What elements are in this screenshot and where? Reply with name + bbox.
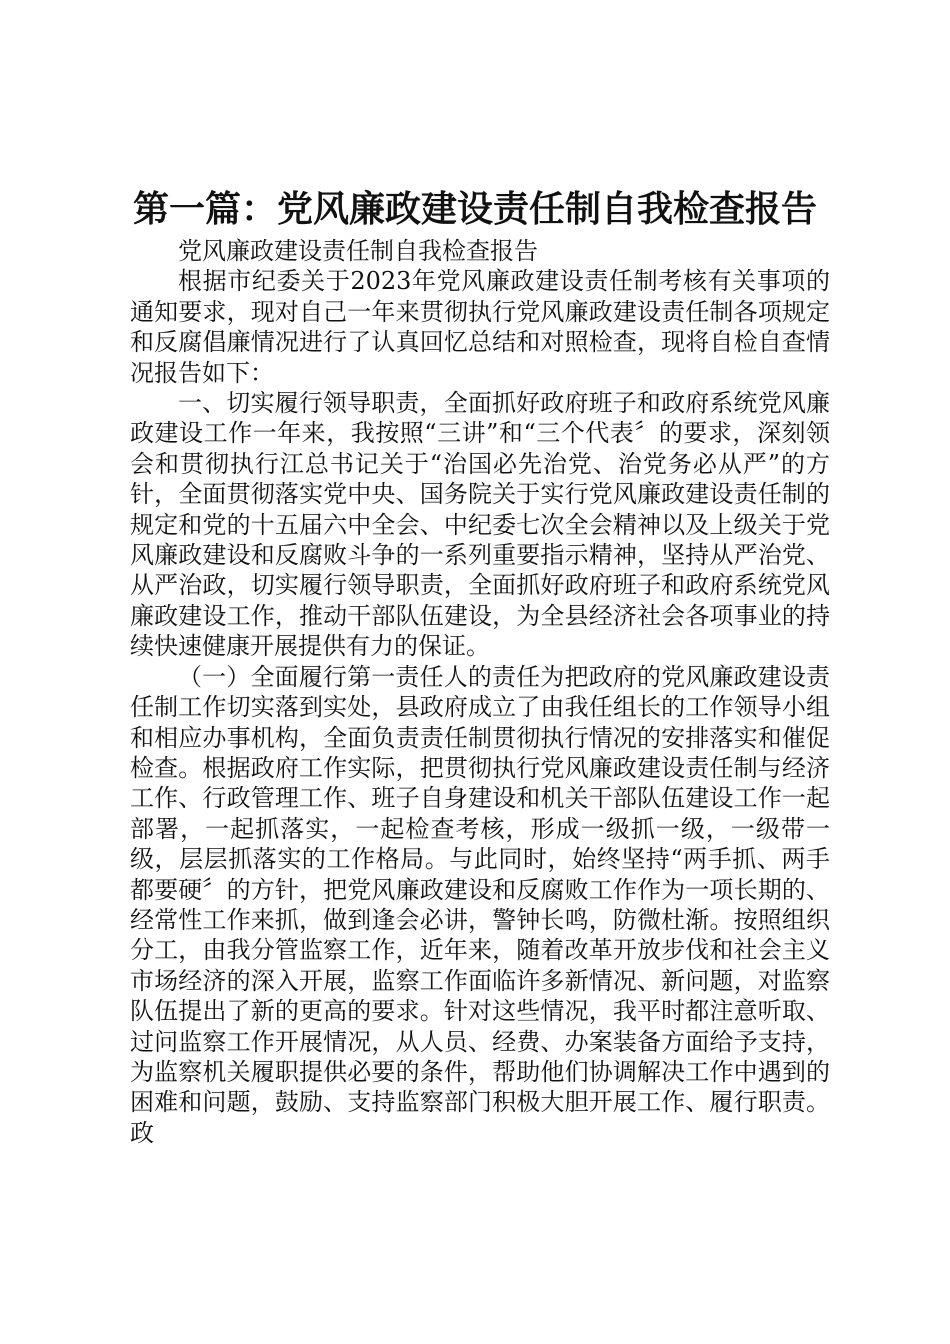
intro-paragraph: 根据市纪委关于2023年党风廉政建设责任制考核有关事项的通知要求，现对自己一年来贯彻执行党风廉政建设责任制各项规定和反腐倡廉情况进行了认真回忆总结和对照检查，现将自检自查情况报告如下：	[130, 267, 830, 387]
subtitle-paragraph: 党风廉政建设责任制自我检查报告	[178, 237, 538, 265]
subsection-one-paragraph: （一）全面履行第一责任人的责任为把政府的党风廉政建设责任制工作切实落到实处，县政府成立了由我任组长的工作领导小组和相应办事机构，全面负责责任制贯彻执行情况的安排落实和催促检查。根据政府工作实际，把贯彻执行党风廉政建设责任制与经济工作、行政管理工作、班子自身建设和机关干部队伍建设工作一起部署，一起抓落实，一起检查考核，形成一级抓一级，一级带一级，层层抓落实的工作格局。与此同时，始终坚持“两手抓、两手都要硬〞的方针，把党风廉政建设和反腐败工作作为一项长期的、经常性工作来抓，做到逢会必讲，警钟长鸣，防微杜渐。按照组织分工，由我分管监察工作，近年来，随着改革开放步伐和社会主义市场经济的深入开展，监察工作面临许多新情况、新问题，对监察队伍提出了新的更高的要求。针对这些情况，我平时都注意听取、过问监察工作开展情况，从人员、经费、办案装备方面给予支持，为监察机关履职提供必要的条件，帮助他们协调解决工作中遇到的困难和问题，鼓励、支持监察部门积极大胆开展工作、履行职责。政	[130, 662, 830, 1147]
document-body	[130, 236, 830, 1148]
document-title: 第一篇：党风廉政建设责任制自我检查报告	[132, 188, 817, 230]
section-one-paragraph: 一、切实履行领导职责，全面抓好政府班子和政府系统党风廉政建设工作一年来，我按照“三讲”和“三个代表〞的要求，深刻领会和贯彻执行江总书记关于“治国必先治党、治党务必从严”的方针，全面贯彻落实党中央、国务院关于实行党风廉政建设责任制的规定和党的十五届六中全会、中纪委七次全会精神以及上级关于党风廉政建设和反腐败斗争的一系列重要指示精神，坚持从严治党、从严治政，切实履行领导职责，全面抓好政府班子和政府系统党风廉政建设工作，推动干部队伍建设，为全县经济社会各项事业的持续快速健康开展提供有力的保证。	[130, 389, 830, 661]
